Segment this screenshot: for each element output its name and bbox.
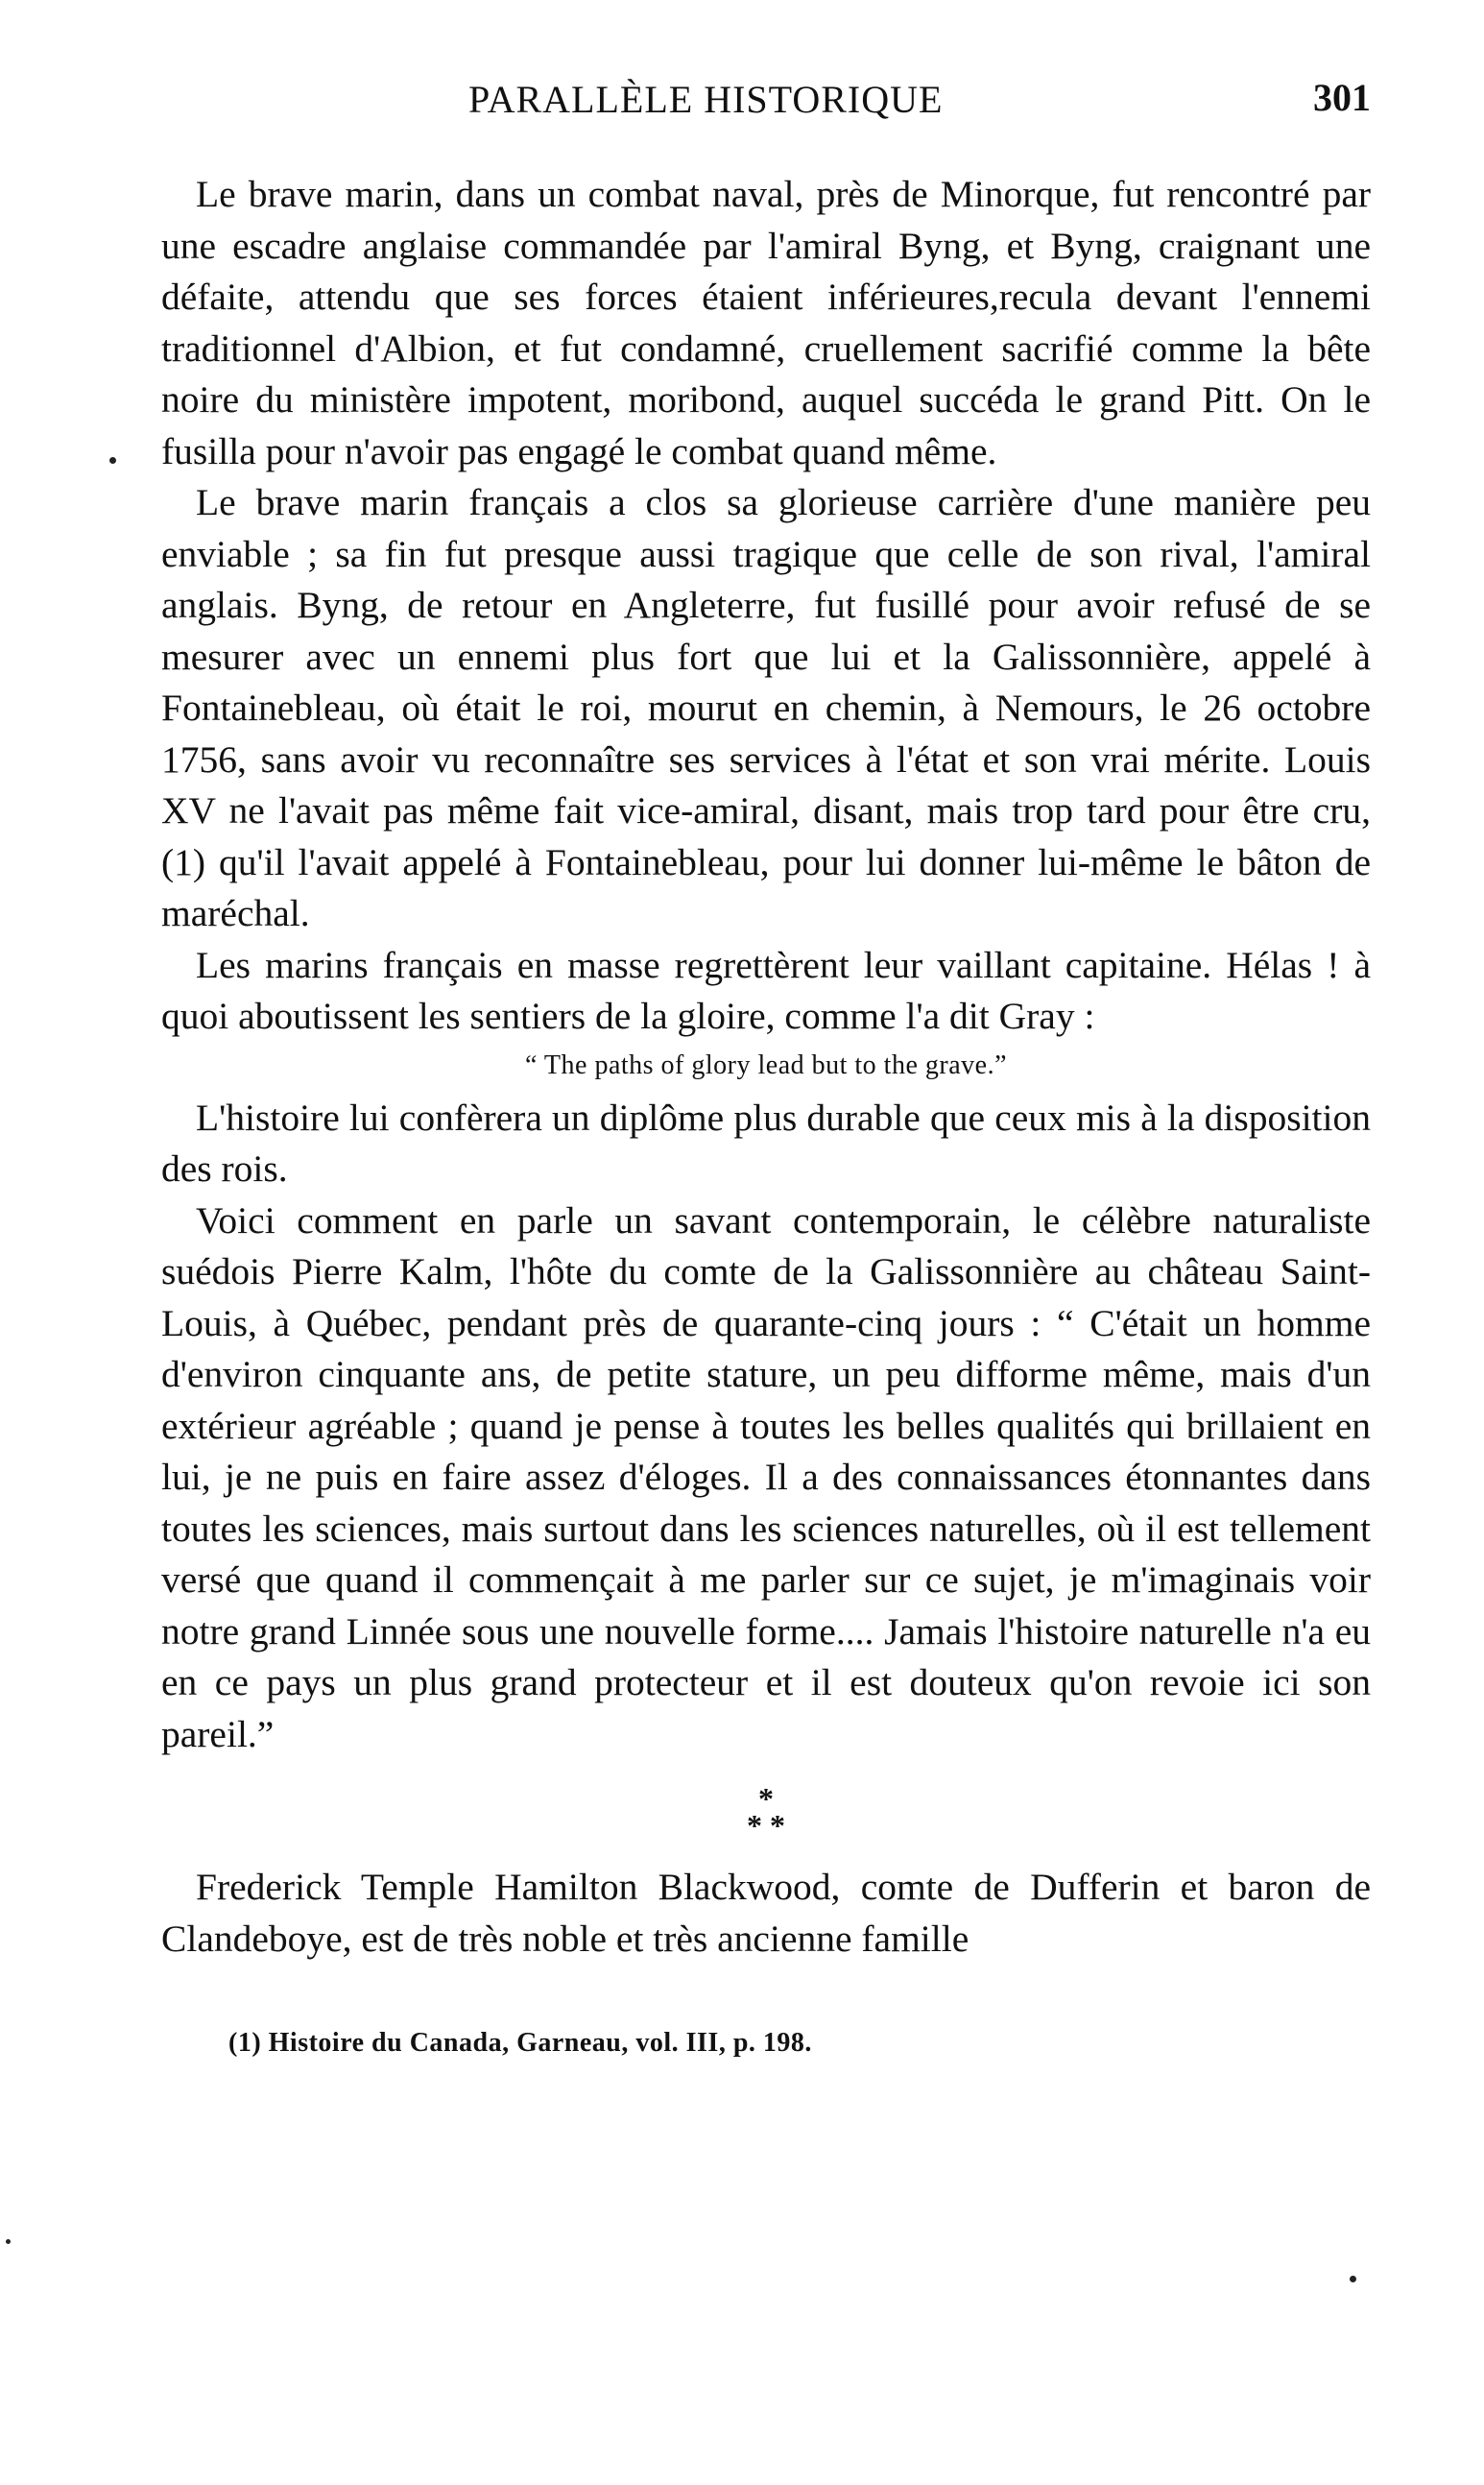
running-title: PARALLÈLE HISTORIQUE xyxy=(468,78,944,121)
asterism-bottom: * * xyxy=(747,1808,785,1843)
paragraph: Les marins français en masse regrettèrent leur vaillant capitaine. Hélas ! à quoi aboutissent les sentiers de la gloire, comme l'a dit Gray : xyxy=(161,943,1371,1037)
asterism-top: * xyxy=(758,1781,774,1816)
footnote: (1) Histoire du Canada, Garneau, vol. III, p. 198. xyxy=(228,2028,812,2058)
paragraph: L'histoire lui confèrera un diplôme plus durable que ceux mis à la disposition des rois. xyxy=(161,1096,1371,1190)
paragraph: Le brave marin, dans un combat naval, près de Minorque, fut rencontré par une escadre anglaise commandée par l'amiral Byng, et Byng, craignant une défaite, attendu que ses forces étaient inférieures,recula devant l'ennemi traditionnel d'Albion, et fut condamné, cruellement sacrifié comme la bête noire du ministère impotent, moribond, auquel succéda le grand Pitt. On le fusilla pour n'avoir pas engagé le combat quand même. xyxy=(161,173,1371,472)
paragraph: Voici comment en parle un savant contemporain, le célèbre naturaliste suédois Pierre Kalm, l'hôte du comte de la Galissonnière au château Saint-Louis, à Québec, pendant près de quarante-cinq jours : “ C'était un homme d'environ cinquante ans, de petite stature, un peu difforme même, mais d'un extérieur agréable ; quand je pense à toutes les belles qualités qui brillaient en lui, je ne puis en faire assez d'éloges. Il a des connaissances étonnantes dans toutes les sciences, mais surtout dans les sciences naturelles, où il est tellement versé que quand il commençait à me parler sur ce sujet, je m'imaginais voir notre grand Linnée sous une nouvelle forme.... Jamais l'histoire naturelle n'a eu en ce pays un plus grand protecteur et il est douteux qu'on revoie ici son pareil.” xyxy=(161,1198,1371,1755)
asterism-separator xyxy=(161,1781,1371,1843)
page-number: 301 xyxy=(1313,76,1371,119)
print-speck xyxy=(6,2239,11,2244)
print-speck xyxy=(109,457,116,464)
print-speck xyxy=(1350,2276,1356,2282)
book-page xyxy=(161,67,1371,2059)
verse-quote: “ The paths of glory lead but to the grave.” xyxy=(525,1049,1007,1080)
paragraph: Le brave marin français a clos sa glorieuse carrière d'une manière peu enviable ; sa fin fut presque aussi tragique que celle de son rival, l'amiral anglais. Byng, de retour en Angleterre, fut fusillé pour avoir refusé de se mesurer avec un ennemi plus fort que lui et la Galissonnière, appelé à Fontainebleau, où était le roi, mourut en chemin, à Nemours, le 26 octobre 1756, sans avoir vu reconnaître ses services à l'état et son vrai mérite. Louis XV ne l'avait pas même fait vice-amiral, disant, mais trop tard pour être cru, (1) qu'il l'avait appelé à Fontainebleau, pour lui donner lui-même le bâton de maréchal. xyxy=(161,481,1371,934)
page-header xyxy=(161,67,1371,134)
body-text xyxy=(161,169,1371,1965)
paragraph: Frederick Temple Hamilton Blackwood, comte de Dufferin et baron de Clandeboye, est de très noble et très ancienne famille xyxy=(161,1866,1371,1960)
